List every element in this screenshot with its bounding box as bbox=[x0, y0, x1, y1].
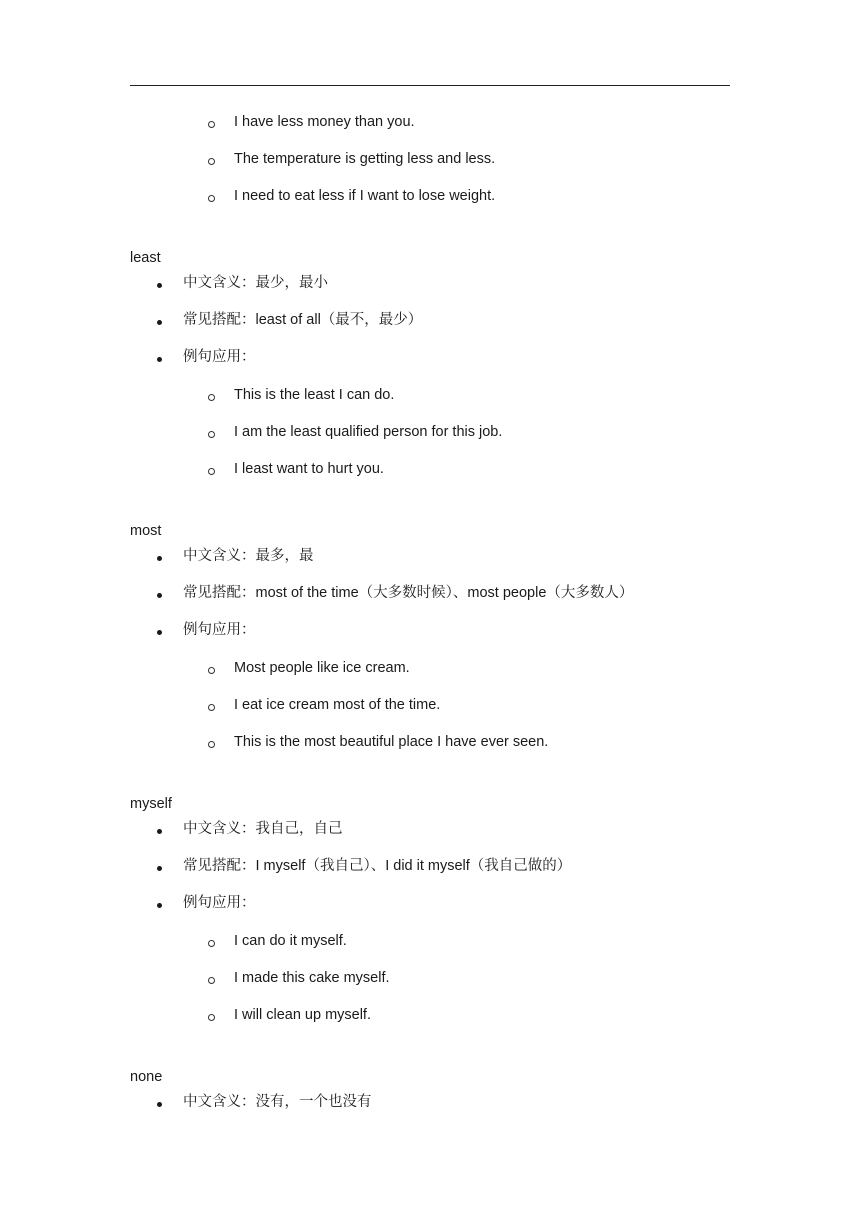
vocab-term: least bbox=[130, 250, 161, 266]
sub-bullet-icon bbox=[208, 431, 216, 439]
sub-bullet-icon bbox=[208, 704, 216, 712]
vocab-term: myself bbox=[130, 796, 172, 812]
bullet-icon bbox=[156, 1102, 164, 1110]
sub-bullet-icon bbox=[208, 741, 216, 749]
sub-bullet-icon bbox=[208, 977, 216, 985]
collocation-line: 常见搭配：most of the time（大多数时候）、most people（大多数人） bbox=[183, 585, 634, 601]
sub-bullet-icon bbox=[208, 940, 216, 948]
vocab-term: none bbox=[130, 1069, 163, 1085]
sub-bullet-icon bbox=[208, 121, 216, 129]
sub-bullet-icon bbox=[208, 1014, 216, 1022]
meaning-line: 中文含义：我自己，自己 bbox=[183, 821, 343, 837]
bullet-icon bbox=[156, 593, 164, 601]
example-sentence: I eat ice cream most of the time. bbox=[234, 697, 441, 713]
meaning-line: 中文含义：最多，最 bbox=[183, 548, 314, 564]
meaning-line: 中文含义：最少，最小 bbox=[183, 275, 328, 291]
header-rule bbox=[130, 85, 730, 86]
example-sentence: I need to eat less if I want to lose weight. bbox=[234, 188, 496, 204]
bullet-icon bbox=[156, 556, 164, 564]
meaning-line: 中文含义：没有，一个也没有 bbox=[183, 1094, 372, 1110]
example-sentence: I have less money than you. bbox=[234, 114, 415, 130]
collocation-line: 常见搭配：least of all（最不，最少） bbox=[183, 312, 423, 328]
example-sentence: Most people like ice cream. bbox=[234, 660, 410, 676]
bullet-icon bbox=[156, 903, 164, 911]
bullet-icon bbox=[156, 357, 164, 365]
bullet-icon bbox=[156, 283, 164, 291]
sub-bullet-icon bbox=[208, 394, 216, 402]
vocab-term: most bbox=[130, 523, 162, 539]
bullet-icon bbox=[156, 320, 164, 328]
example-sentence: I made this cake myself. bbox=[234, 970, 390, 986]
sub-bullet-icon bbox=[208, 667, 216, 675]
examples-label: 例句应用： bbox=[183, 895, 256, 911]
bullet-icon bbox=[156, 829, 164, 837]
sub-bullet-icon bbox=[208, 158, 216, 166]
example-sentence: I am the least qualified person for this job. bbox=[234, 424, 503, 440]
example-sentence: This is the least I can do. bbox=[234, 387, 395, 403]
bullet-icon bbox=[156, 630, 164, 638]
example-sentence: I can do it myself. bbox=[234, 933, 347, 949]
example-sentence: This is the most beautiful place I have ever seen. bbox=[234, 734, 549, 750]
examples-label: 例句应用： bbox=[183, 622, 256, 638]
example-sentence: I will clean up myself. bbox=[234, 1007, 371, 1023]
sub-bullet-icon bbox=[208, 195, 216, 203]
bullet-icon bbox=[156, 866, 164, 874]
example-sentence: The temperature is getting less and less. bbox=[234, 151, 496, 167]
sub-bullet-icon bbox=[208, 468, 216, 476]
collocation-line: 常见搭配：I myself（我自己）、I did it myself（我自己做的） bbox=[183, 858, 572, 874]
examples-label: 例句应用： bbox=[183, 349, 256, 365]
example-sentence: I least want to hurt you. bbox=[234, 461, 384, 477]
